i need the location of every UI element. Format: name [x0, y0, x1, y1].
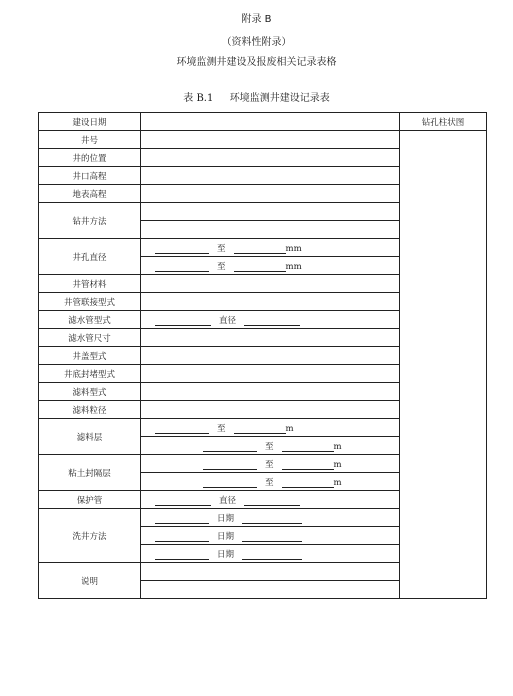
date-word: 日期: [217, 513, 235, 524]
filter-layer-label: 滤料层: [39, 419, 141, 455]
blank-line[interactable]: [282, 460, 334, 470]
well-location-label: 井的位置: [39, 149, 141, 167]
blank-line[interactable]: [244, 496, 300, 506]
screen-size-label: 滤水管尺寸: [39, 329, 141, 347]
hole-diameter-range-1[interactable]: [141, 239, 400, 257]
casing-joint-value[interactable]: [141, 293, 400, 311]
blank-line[interactable]: [155, 550, 209, 560]
clay-seal-label: 粘土封隔层: [39, 455, 141, 491]
unit-m: m: [333, 441, 342, 452]
unit-m: m: [285, 423, 294, 434]
appendix-title: 环境监测井建设及报废相关记录表格: [176, 57, 337, 68]
to-word: 至: [217, 243, 226, 254]
cap-type-label: 井盖型式: [39, 347, 141, 365]
blank-line[interactable]: [155, 532, 209, 542]
blank-line[interactable]: [242, 532, 302, 542]
well-washing-date-2[interactable]: [141, 527, 400, 545]
filter-layer-range-1[interactable]: [141, 419, 400, 437]
appendix-nature: （资料性附录）: [221, 37, 292, 48]
table-caption: [0, 93, 513, 105]
screen-type-label: 滤水管型式: [39, 311, 141, 329]
clay-seal-range-2[interactable]: [141, 473, 400, 491]
date-word: 日期: [217, 531, 235, 542]
blank-line[interactable]: [155, 244, 209, 254]
table-caption-name: 环境监测井建设记录表: [229, 93, 330, 104]
to-word: 至: [265, 441, 274, 452]
unit-mm: mm: [285, 243, 302, 254]
blank-line[interactable]: [155, 496, 211, 506]
well-location-value[interactable]: [141, 149, 400, 167]
cap-type-value[interactable]: [141, 347, 400, 365]
drilling-method-value-2[interactable]: [141, 221, 400, 239]
filter-size-value[interactable]: [141, 401, 400, 419]
well-no-label: 井号: [39, 131, 141, 149]
to-word: 至: [265, 477, 274, 488]
blank-line[interactable]: [203, 442, 257, 452]
blank-line[interactable]: [155, 424, 209, 434]
blank-line[interactable]: [234, 244, 286, 254]
drilling-method-value-1[interactable]: [141, 203, 400, 221]
blank-line[interactable]: [234, 424, 286, 434]
blank-line[interactable]: [244, 316, 300, 326]
filter-type-label: 滤料型式: [39, 383, 141, 401]
drilling-method-label: 钻井方法: [39, 203, 141, 239]
borehole-log-area[interactable]: [400, 131, 487, 599]
diameter-word: 直径: [219, 315, 237, 326]
blank-line[interactable]: [282, 478, 334, 488]
borehole-log-label: 钻孔柱状图: [400, 113, 487, 131]
well-no-value[interactable]: [141, 131, 400, 149]
to-word: 至: [265, 459, 274, 470]
table-caption-number: 表 B.1: [183, 93, 214, 104]
diameter-word: 直径: [219, 495, 237, 506]
surface-elevation-label: 地表高程: [39, 185, 141, 203]
to-word: 至: [217, 261, 226, 272]
wellhead-elevation-label: 井口高程: [39, 167, 141, 185]
hole-diameter-label: 井孔直径: [39, 239, 141, 275]
blank-line[interactable]: [203, 460, 257, 470]
blank-line[interactable]: [155, 262, 209, 272]
protective-casing-label: 保护管: [39, 491, 141, 509]
surface-elevation-value[interactable]: [141, 185, 400, 203]
unit-mm: mm: [285, 261, 302, 272]
screen-type-value[interactable]: [141, 311, 400, 329]
hole-diameter-range-2[interactable]: [141, 257, 400, 275]
well-washing-date-3[interactable]: [141, 545, 400, 563]
filter-layer-range-2[interactable]: [141, 437, 400, 455]
unit-m: m: [333, 459, 342, 470]
remarks-value-1[interactable]: [141, 563, 400, 581]
well-construction-record-table: [38, 112, 487, 599]
casing-material-label: 井管材料: [39, 275, 141, 293]
blank-line[interactable]: [242, 514, 302, 524]
construction-date-value[interactable]: [141, 113, 400, 131]
well-washing-date-1[interactable]: [141, 509, 400, 527]
filter-type-value[interactable]: [141, 383, 400, 401]
well-washing-label: 洗井方法: [39, 509, 141, 563]
wellhead-elevation-value[interactable]: [141, 167, 400, 185]
clay-seal-range-1[interactable]: [141, 455, 400, 473]
filter-size-label: 滤料粒径: [39, 401, 141, 419]
bottom-seal-label: 井底封堵型式: [39, 365, 141, 383]
appendix-label: 附录 B: [241, 14, 272, 25]
remarks-value-2[interactable]: [141, 581, 400, 599]
casing-joint-label: 井管联接型式: [39, 293, 141, 311]
to-word: 至: [217, 423, 226, 434]
bottom-seal-value[interactable]: [141, 365, 400, 383]
date-word: 日期: [217, 549, 235, 560]
table-row: [39, 113, 487, 131]
unit-m: m: [333, 477, 342, 488]
blank-line[interactable]: [282, 442, 334, 452]
construction-date-label: 建设日期: [39, 113, 141, 131]
protective-casing-value[interactable]: [141, 491, 400, 509]
table-row: [39, 131, 487, 149]
blank-line[interactable]: [203, 478, 257, 488]
screen-size-value[interactable]: [141, 329, 400, 347]
blank-line[interactable]: [155, 316, 211, 326]
casing-material-value[interactable]: [141, 275, 400, 293]
blank-line[interactable]: [155, 514, 209, 524]
remarks-label: 说明: [39, 563, 141, 599]
blank-line[interactable]: [242, 550, 302, 560]
blank-line[interactable]: [234, 262, 286, 272]
